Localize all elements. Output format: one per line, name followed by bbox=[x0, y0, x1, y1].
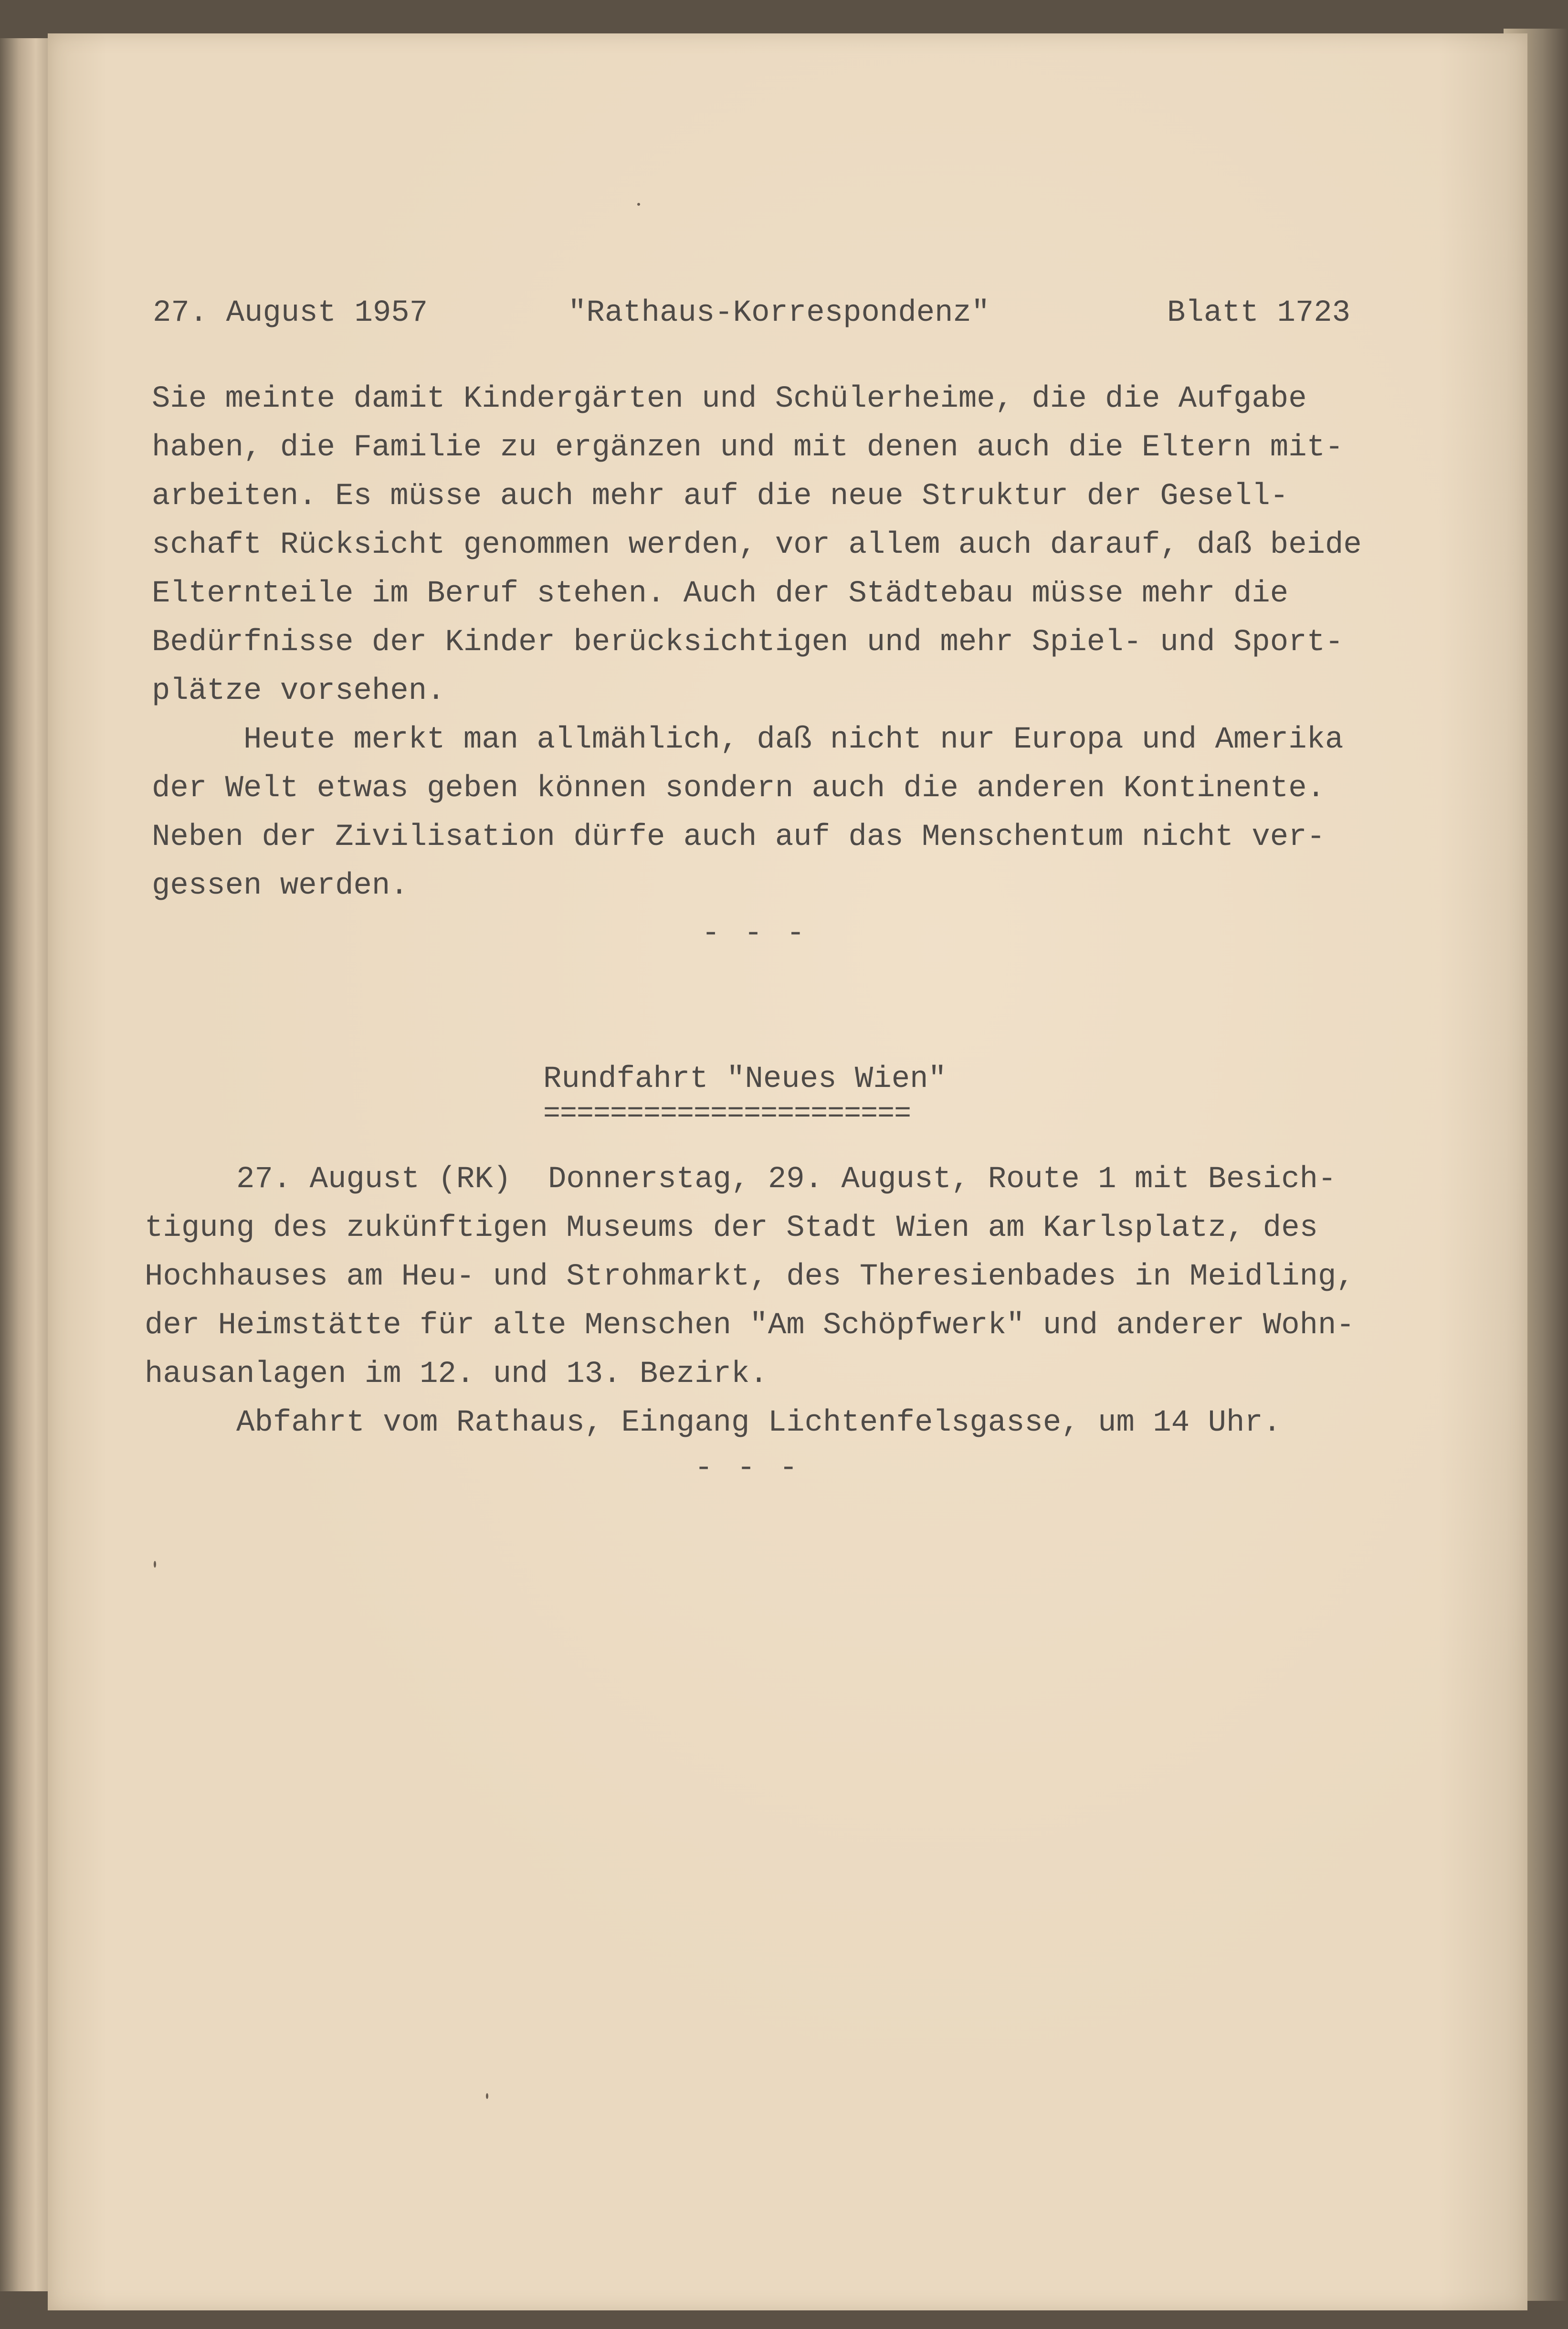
paper-speck bbox=[154, 1561, 156, 1568]
text-line: Neben der Zivilisation dürfe auch auf das Menschentum nicht ver- bbox=[152, 820, 1325, 854]
text-line: der Heimstätte für alte Menschen "Am Schöpfwerk" und anderer Wohn- bbox=[145, 1308, 1355, 1343]
text-line: der Welt etwas geben können sondern auch die anderen Kontinente. bbox=[152, 771, 1325, 806]
text-line: gessen werden. bbox=[152, 869, 409, 903]
text-line: hausanlagen im 12. und 13. Bezirk. bbox=[145, 1357, 768, 1391]
previous-page-edge bbox=[0, 38, 48, 2291]
text-line: Heute merkt man allmählich, daß nicht nur Europa und Amerika bbox=[152, 723, 1344, 757]
section-separator: - - - bbox=[702, 917, 808, 951]
text-line: plätze vorsehen. bbox=[152, 674, 445, 708]
text-line: arbeiten. Es müsse auch mehr auf die neue Struktur der Gesell- bbox=[152, 479, 1289, 514]
text-line: Abfahrt vom Rathaus, Eingang Lichtenfelsgasse, um 14 Uhr. bbox=[145, 1406, 1282, 1440]
text-line: schaft Rücksicht genommen werden, vor allem auch darauf, daß beide bbox=[152, 528, 1362, 562]
header-publication: "Rathaus-Korrespondenz" bbox=[568, 296, 990, 330]
text-line: Elternteile im Beruf stehen. Auch der Städtebau müsse mehr die bbox=[152, 577, 1289, 611]
section-title-underline: ====================== bbox=[543, 1098, 911, 1130]
article-continuation bbox=[152, 375, 1362, 910]
paper-speck bbox=[637, 203, 640, 206]
text-line: haben, die Familie zu ergänzen und mit denen auch die Eltern mit- bbox=[152, 431, 1344, 465]
header-date: 27. August 1957 bbox=[153, 296, 428, 330]
text-line: Hochhauses am Heu- und Strohmarkt, des Theresienbades in Meidling, bbox=[145, 1260, 1355, 1294]
text-line: Bedürfnisse der Kinder berücksichtigen und mehr Spiel- und Sport- bbox=[152, 625, 1344, 660]
paper-speck bbox=[486, 2093, 488, 2099]
section-separator: - - - bbox=[695, 1451, 801, 1486]
header-sheet-number: Blatt 1723 bbox=[1167, 296, 1351, 330]
text-line: Sie meinte damit Kindergärten und Schülerheime, die die Aufgabe bbox=[152, 382, 1307, 416]
text-line: 27. August (RK) Donnerstag, 29. August, Route 1 mit Besich- bbox=[145, 1162, 1336, 1197]
section-title: Rundfahrt "Neues Wien" bbox=[543, 1062, 947, 1096]
text-line: tigung des zukünftigen Museums der Stadt Wien am Karlsplatz, des bbox=[145, 1211, 1318, 1245]
section-body bbox=[145, 1155, 1355, 1447]
